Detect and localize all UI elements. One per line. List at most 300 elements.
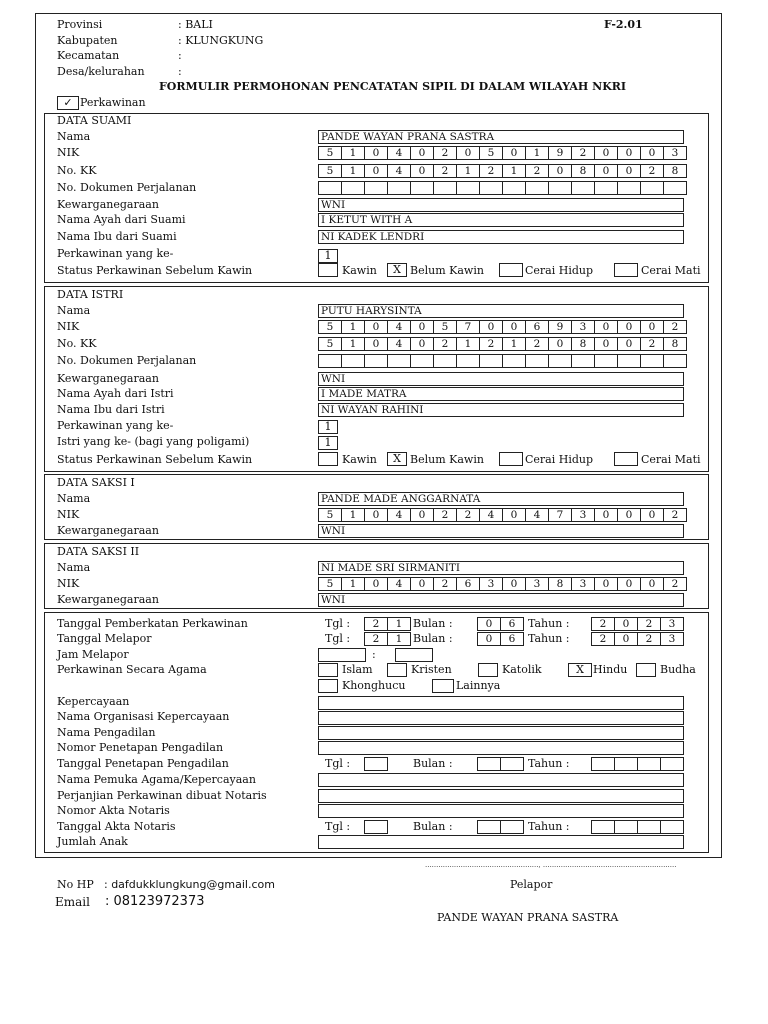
istri-cerai-hidup-checkbox[interactable]	[499, 452, 523, 466]
nomor-penetapan-field[interactable]	[318, 741, 684, 755]
khonghucu-label: Khonghucu	[342, 679, 406, 692]
digit-box[interactable]: 0	[502, 508, 526, 522]
penetapan-tahun-boxes	[591, 757, 684, 771]
digit-box[interactable]: 0	[502, 146, 526, 160]
pemberkatan-tgl-boxes	[364, 617, 411, 631]
digit-box[interactable]: 4	[387, 164, 411, 178]
akta-tahun-boxes	[591, 820, 684, 834]
belum-kawin-label: Belum Kawin	[410, 264, 484, 277]
digit-box[interactable]	[640, 181, 664, 195]
desa-value: :	[178, 65, 182, 78]
digit-box[interactable]	[364, 354, 388, 368]
tgl-label: Tgl :	[325, 632, 351, 645]
digit-box[interactable]	[594, 354, 618, 368]
digit-box[interactable]: 2	[637, 617, 661, 631]
desa-label: Desa/kelurahan	[57, 65, 145, 78]
digit-box[interactable]	[660, 757, 684, 771]
istri-perkawinan-ke-field[interactable]: 1	[318, 420, 338, 434]
budha-label: Budha	[660, 663, 696, 676]
saksi1-kewarganegaraan-field[interactable]: WNI	[318, 524, 684, 538]
hindu-checkbox[interactable]: X	[568, 663, 592, 677]
digit-box[interactable]	[502, 354, 526, 368]
digit-box[interactable]	[548, 181, 572, 195]
saksi2-nama-field[interactable]: NI MADE SRI SIRMANITI	[318, 561, 684, 575]
label-nik: NIK	[57, 320, 80, 333]
digit-box[interactable]	[663, 181, 687, 195]
kawin-label: Kawin	[342, 453, 377, 466]
digit-box[interactable]: 0	[640, 320, 664, 334]
digit-box[interactable]: 3	[660, 632, 684, 646]
pemuka-field[interactable]	[318, 773, 684, 787]
label-ibu-suami: Nama Ibu dari Suami	[57, 230, 177, 243]
digit-box[interactable]	[502, 181, 526, 195]
digit-box[interactable]: 8	[571, 337, 595, 351]
tgl-label: Tgl :	[325, 820, 351, 833]
melapor-tgl-boxes	[364, 632, 411, 646]
istri-kk-boxes	[318, 337, 687, 351]
digit-box[interactable]: 8	[663, 337, 687, 351]
digit-box[interactable]: 0	[410, 508, 434, 522]
label-tgl-melapor: Tanggal Melapor	[57, 632, 152, 645]
label-nama: Nama	[57, 561, 91, 574]
jam-hour-field[interactable]	[318, 648, 366, 662]
digit-box[interactable]: 2	[591, 632, 615, 646]
digit-box[interactable]: 1	[456, 337, 480, 351]
digit-box[interactable]	[591, 757, 615, 771]
label-nik: NIK	[57, 146, 80, 159]
digit-box[interactable]	[500, 757, 524, 771]
digit-box[interactable]	[663, 354, 687, 368]
penetapan-bulan-boxes	[477, 757, 524, 771]
digit-box[interactable]	[479, 354, 503, 368]
digit-box[interactable]: 2	[433, 508, 457, 522]
section-title-saksi-2: DATA SAKSI II	[57, 545, 140, 558]
digit-box[interactable]: 2	[640, 337, 664, 351]
nama-pengadilan-field[interactable]	[318, 726, 684, 740]
katolik-label: Katolik	[502, 663, 542, 676]
label-perkawinan-ke: Perkawinan yang ke-	[57, 247, 174, 260]
digit-box[interactable]	[617, 354, 641, 368]
jam-separator: :	[372, 648, 376, 661]
label-status: Status Perkawinan Sebelum Kawin	[57, 264, 253, 277]
section-event	[44, 612, 709, 853]
label-ayah-istri: Nama Ayah dari Istri	[57, 387, 174, 400]
digit-box[interactable]	[364, 181, 388, 195]
digit-box[interactable]: 8	[571, 164, 595, 178]
digit-box[interactable]	[410, 181, 434, 195]
digit-box[interactable]	[637, 820, 661, 834]
digit-box[interactable]: 1	[341, 146, 365, 160]
istri-belum-kawin-checkbox[interactable]: X	[387, 452, 407, 466]
tgl-label: Tgl :	[325, 757, 351, 770]
cerai-mati-label: Cerai Mati	[641, 264, 701, 277]
istri-nodok-boxes	[318, 354, 687, 368]
cerai-mati-label: Cerai Mati	[641, 453, 701, 466]
digit-box[interactable]	[525, 354, 549, 368]
kecamatan-value: :	[178, 49, 182, 62]
digit-box[interactable]: 7	[548, 508, 572, 522]
digit-box[interactable]: 2	[525, 337, 549, 351]
digit-box[interactable]: 9	[548, 320, 572, 334]
digit-box[interactable]: 0	[410, 337, 434, 351]
digit-box[interactable]: 0	[410, 164, 434, 178]
email-label: Email	[55, 895, 90, 909]
digit-box[interactable]: 1	[341, 164, 365, 178]
digit-box[interactable]	[548, 354, 572, 368]
digit-box[interactable]: 2	[663, 320, 687, 334]
digit-box[interactable]: 0	[364, 337, 388, 351]
saksi1-nik-boxes	[318, 508, 687, 522]
pemberkatan-bulan-boxes	[477, 617, 524, 631]
label-nomor-akta: Nomor Akta Notaris	[57, 804, 170, 817]
digit-box[interactable]: 2	[364, 617, 388, 631]
digit-box[interactable]	[318, 354, 342, 368]
digit-box[interactable]: 2	[456, 508, 480, 522]
digit-box[interactable]: 2	[364, 632, 388, 646]
digit-box[interactable]: 3	[663, 146, 687, 160]
suami-kk-boxes	[318, 164, 687, 178]
label-jam-melapor: Jam Melapor	[57, 648, 129, 661]
digit-box[interactable]: 0	[594, 337, 618, 351]
digit-box[interactable]: 3	[571, 508, 595, 522]
digit-box[interactable]: 5	[479, 146, 503, 160]
digit-box[interactable]	[456, 354, 480, 368]
section-istri	[44, 286, 709, 472]
istri-kewarganegaraan-field[interactable]: WNI	[318, 372, 684, 386]
nama-org-field[interactable]	[318, 711, 684, 725]
digit-box[interactable]: 4	[387, 577, 411, 591]
bulan-label: Bulan :	[413, 820, 453, 833]
digit-box[interactable]: 6	[500, 632, 524, 646]
digit-box[interactable]: 1	[502, 164, 526, 178]
label-kk: No. KK	[57, 164, 97, 177]
belum-kawin-label: Belum Kawin	[410, 453, 484, 466]
istri-kawin-checkbox[interactable]	[318, 452, 338, 466]
digit-box[interactable]: 5	[318, 577, 342, 591]
digit-box[interactable]: 1	[387, 632, 411, 646]
label-jumlah-anak: Jumlah Anak	[57, 835, 128, 848]
digit-box[interactable]: 1	[502, 337, 526, 351]
digit-box[interactable]: 0	[364, 577, 388, 591]
digit-box[interactable]	[318, 181, 342, 195]
label-kewarganegaraan: Kewarganegaraan	[57, 198, 159, 211]
digit-box[interactable]	[617, 181, 641, 195]
digit-box[interactable]: 0	[477, 632, 501, 646]
label-kk: No. KK	[57, 337, 97, 350]
digit-box[interactable]	[410, 354, 434, 368]
digit-box[interactable]: 0	[410, 146, 434, 160]
label-status: Status Perkawinan Sebelum Kawin	[57, 453, 253, 466]
istri-nama-field[interactable]: PUTU HARYSINTA	[318, 304, 684, 318]
digit-box[interactable]	[614, 820, 638, 834]
lainnya-checkbox[interactable]	[432, 679, 454, 693]
kabupaten-value: : KLUNGKUNG	[178, 34, 264, 47]
label-istri-ke: Istri yang ke- (bagi yang poligami)	[57, 435, 250, 448]
suami-cerai-hidup-checkbox[interactable]	[499, 263, 523, 277]
digit-box[interactable]: 8	[548, 577, 572, 591]
label-nama-pengadilan: Nama Pengadilan	[57, 726, 156, 739]
cerai-hidup-label: Cerai Hidup	[525, 453, 594, 466]
digit-box[interactable]: 3	[525, 577, 549, 591]
budha-checkbox[interactable]	[636, 663, 656, 677]
digit-box[interactable]: 1	[387, 617, 411, 631]
jam-minute-field[interactable]	[395, 648, 433, 662]
digit-box[interactable]: 0	[410, 577, 434, 591]
provinsi-value: : BALI	[178, 18, 213, 31]
digit-box[interactable]: 6	[525, 320, 549, 334]
tahun-label: Tahun :	[528, 820, 570, 833]
istri-ibu-field[interactable]: NI WAYAN RAHINI	[318, 403, 684, 417]
hp-label: No HP	[57, 878, 94, 891]
digit-box[interactable]: 4	[387, 146, 411, 160]
digit-box[interactable]	[387, 181, 411, 195]
digit-box[interactable]	[456, 181, 480, 195]
digit-box[interactable]: 2	[525, 164, 549, 178]
digit-box[interactable]: 2	[433, 146, 457, 160]
label-nik: NIK	[57, 577, 80, 590]
digit-box[interactable]: 2	[479, 164, 503, 178]
digit-box[interactable]: 0	[617, 508, 641, 522]
digit-box[interactable]	[433, 354, 457, 368]
digit-box[interactable]: 0	[477, 617, 501, 631]
islam-checkbox[interactable]	[318, 663, 338, 677]
kristen-checkbox[interactable]	[387, 663, 407, 677]
kecamatan-label: Kecamatan	[57, 49, 120, 62]
digit-box[interactable]	[433, 181, 457, 195]
digit-box[interactable]: 4	[525, 508, 549, 522]
digit-box[interactable]: 0	[594, 146, 618, 160]
akta-bulan-boxes	[477, 820, 524, 834]
suami-ibu-field[interactable]: NI KADEK LENDRI	[318, 230, 684, 244]
pelapor-name: PANDE WAYAN PRANA SASTRA	[437, 911, 619, 924]
label-tgl-pemberkatan: Tanggal Pemberkatan Perkawinan	[57, 617, 248, 630]
pemberkatan-tahun-boxes	[591, 617, 684, 631]
label-kewarganegaraan: Kewarganegaraan	[57, 524, 159, 537]
digit-box[interactable]: 0	[410, 320, 434, 334]
digit-box[interactable]: 4	[387, 337, 411, 351]
digit-box[interactable]: 5	[318, 320, 342, 334]
digit-box[interactable]: 0	[502, 577, 526, 591]
signature-date-line: ..................................................., ............................................................	[425, 861, 677, 869]
digit-box[interactable]: 5	[318, 337, 342, 351]
digit-box[interactable]: 0	[617, 146, 641, 160]
label-nomor-penetapan: Nomor Penetapan Pengadilan	[57, 741, 224, 754]
digit-box[interactable]: 0	[617, 577, 641, 591]
digit-box[interactable]	[479, 181, 503, 195]
digit-box[interactable]: 0	[364, 320, 388, 334]
digit-box[interactable]: 0	[479, 320, 503, 334]
islam-label: Islam	[342, 663, 373, 676]
digit-box[interactable]: 0	[364, 164, 388, 178]
suami-nama-field[interactable]: PANDE WAYAN PRANA SASTRA	[318, 130, 684, 144]
digit-box[interactable]: 0	[594, 164, 618, 178]
digit-box[interactable]: 5	[433, 320, 457, 334]
digit-box[interactable]: 0	[614, 632, 638, 646]
digit-box[interactable]: 0	[502, 320, 526, 334]
perjanjian-field[interactable]	[318, 789, 684, 803]
label-kepercayaan: Kepercayaan	[57, 695, 130, 708]
digit-box[interactable]	[341, 354, 365, 368]
label-nodok: No. Dokumen Perjalanan	[57, 354, 197, 367]
digit-box[interactable]: 3	[571, 577, 595, 591]
digit-box[interactable]: 1	[456, 164, 480, 178]
perkawinan-checkbox[interactable]: ✓	[57, 96, 79, 110]
digit-box[interactable]: 0	[614, 617, 638, 631]
digit-box[interactable]: 0	[594, 320, 618, 334]
digit-box[interactable]: 0	[364, 146, 388, 160]
section-saksi-1	[44, 474, 709, 540]
digit-box[interactable]: 7	[456, 320, 480, 334]
suami-ayah-field[interactable]: I KETUT WITH A	[318, 213, 684, 227]
label-tgl-penetapan: Tanggal Penetapan Pengadilan	[57, 757, 229, 770]
digit-box[interactable]	[640, 354, 664, 368]
digit-box[interactable]	[594, 181, 618, 195]
label-kewarganegaraan: Kewarganegaraan	[57, 372, 159, 385]
section-title-saksi-1: DATA SAKSI I	[57, 476, 135, 489]
digit-box[interactable]: 9	[548, 146, 572, 160]
suami-nodok-boxes	[318, 181, 687, 195]
provinsi-label: Provinsi	[57, 18, 103, 31]
label-tgl-akta: Tanggal Akta Notaris	[57, 820, 176, 833]
label-nama: Nama	[57, 130, 91, 143]
digit-box[interactable]: 4	[387, 320, 411, 334]
bulan-label: Bulan :	[413, 617, 453, 630]
form-code: F-2.01	[604, 18, 643, 31]
katolik-checkbox[interactable]	[478, 663, 498, 677]
digit-box[interactable]: 1	[341, 508, 365, 522]
bulan-label: Bulan :	[413, 632, 453, 645]
digit-box[interactable]	[660, 820, 684, 834]
digit-box[interactable]: 2	[433, 577, 457, 591]
digit-box[interactable]	[364, 757, 388, 771]
section-suami	[44, 113, 709, 283]
form-title: FORMULIR PERMOHONAN PENCATATAN SIPIL DI DALAM WILAYAH NKRI	[159, 80, 627, 93]
label-agama: Perkawinan Secara Agama	[57, 663, 207, 676]
kristen-label: Kristen	[411, 663, 452, 676]
digit-box[interactable]: 3	[660, 617, 684, 631]
perkawinan-label: Perkawinan	[80, 96, 146, 109]
label-ayah-suami: Nama Ayah dari Suami	[57, 213, 186, 226]
digit-box[interactable]: 0	[456, 146, 480, 160]
suami-kewarganegaraan-field[interactable]: WNI	[318, 198, 684, 212]
kawin-label: Kawin	[342, 264, 377, 277]
tahun-label: Tahun :	[528, 757, 570, 770]
digit-box[interactable]: 2	[479, 337, 503, 351]
section-title-suami: DATA SUAMI	[57, 114, 132, 127]
digit-box[interactable]: 5	[318, 146, 342, 160]
digit-box[interactable]: 1	[341, 320, 365, 334]
digit-box[interactable]: 6	[456, 577, 480, 591]
istri-ayah-field[interactable]: I MADE MATRA	[318, 387, 684, 401]
kabupaten-label: Kabupaten	[57, 34, 118, 47]
digit-box[interactable]: 2	[663, 577, 687, 591]
digit-box[interactable]: 0	[594, 577, 618, 591]
digit-box[interactable]	[387, 354, 411, 368]
bulan-label: Bulan :	[413, 757, 453, 770]
digit-box[interactable]: 0	[548, 337, 572, 351]
digit-box[interactable]: 4	[479, 508, 503, 522]
digit-box[interactable]: 1	[341, 577, 365, 591]
digit-box[interactable]: 0	[617, 337, 641, 351]
jumlah-anak-field[interactable]	[318, 835, 684, 849]
digit-box[interactable]	[525, 181, 549, 195]
digit-box[interactable]: 4	[387, 508, 411, 522]
digit-box[interactable]	[341, 181, 365, 195]
cerai-hidup-label: Cerai Hidup	[525, 264, 594, 277]
digit-box[interactable]	[477, 820, 501, 834]
tahun-label: Tahun :	[528, 632, 570, 645]
digit-box[interactable]: 0	[617, 320, 641, 334]
saksi1-nama-field[interactable]: PANDE MADE ANGGARNATA	[318, 492, 684, 506]
khonghucu-checkbox[interactable]	[318, 679, 338, 693]
digit-box[interactable]: 0	[364, 508, 388, 522]
digit-box[interactable]	[571, 354, 595, 368]
digit-box[interactable]: 0	[640, 577, 664, 591]
digit-box[interactable]: 0	[548, 164, 572, 178]
istri-nik-boxes	[318, 320, 687, 334]
digit-box[interactable]: 2	[433, 337, 457, 351]
digit-box[interactable]: 5	[318, 508, 342, 522]
digit-box[interactable]	[364, 820, 388, 834]
digit-box[interactable]: 1	[341, 337, 365, 351]
digit-box[interactable]	[477, 757, 501, 771]
suami-belum-kawin-checkbox[interactable]: X	[387, 263, 407, 277]
section-title-istri: DATA ISTRI	[57, 288, 124, 301]
digit-box[interactable]: 2	[591, 617, 615, 631]
kepercayaan-field[interactable]	[318, 696, 684, 710]
label-nama: Nama	[57, 492, 91, 505]
label-nama-org: Nama Organisasi Kepercayaan	[57, 710, 230, 723]
digit-box[interactable]: 3	[571, 320, 595, 334]
digit-box[interactable]: 2	[433, 164, 457, 178]
digit-box[interactable]: 2	[663, 508, 687, 522]
melapor-bulan-boxes	[477, 632, 524, 646]
label-kewarganegaraan: Kewarganegaraan	[57, 593, 159, 606]
digit-box[interactable]: 2	[640, 164, 664, 178]
istri-ke-field[interactable]: 1	[318, 436, 338, 450]
digit-box[interactable]: 3	[479, 577, 503, 591]
saksi2-kewarganegaraan-field[interactable]: WNI	[318, 593, 684, 607]
digit-box[interactable]	[571, 181, 595, 195]
digit-box[interactable]: 1	[525, 146, 549, 160]
istri-cerai-mati-checkbox[interactable]	[614, 452, 638, 466]
digit-box[interactable]	[591, 820, 615, 834]
digit-box[interactable]: 2	[571, 146, 595, 160]
suami-perkawinan-ke-field[interactable]: 1	[318, 249, 338, 263]
digit-box[interactable]: 8	[663, 164, 687, 178]
hp-value: : dafdukklungkung@gmail.com	[104, 878, 275, 891]
digit-box[interactable]	[637, 757, 661, 771]
digit-box[interactable]	[500, 820, 524, 834]
digit-box[interactable]: 0	[594, 508, 618, 522]
label-nama: Nama	[57, 304, 91, 317]
digit-box[interactable]: 6	[500, 617, 524, 631]
hindu-label: Hindu	[593, 663, 628, 676]
suami-cerai-mati-checkbox[interactable]	[614, 263, 638, 277]
digit-box[interactable]: 0	[640, 508, 664, 522]
digit-box[interactable]: 0	[617, 164, 641, 178]
saksi2-nik-boxes	[318, 577, 687, 591]
digit-box[interactable]: 0	[640, 146, 664, 160]
nomor-akta-field[interactable]	[318, 804, 684, 818]
suami-kawin-checkbox[interactable]	[318, 263, 338, 277]
label-nik: NIK	[57, 508, 80, 521]
digit-box[interactable]	[614, 757, 638, 771]
digit-box[interactable]: 2	[637, 632, 661, 646]
label-ibu-istri: Nama Ibu dari Istri	[57, 403, 165, 416]
label-nodok: No. Dokumen Perjalanan	[57, 181, 197, 194]
digit-box[interactable]: 5	[318, 164, 342, 178]
